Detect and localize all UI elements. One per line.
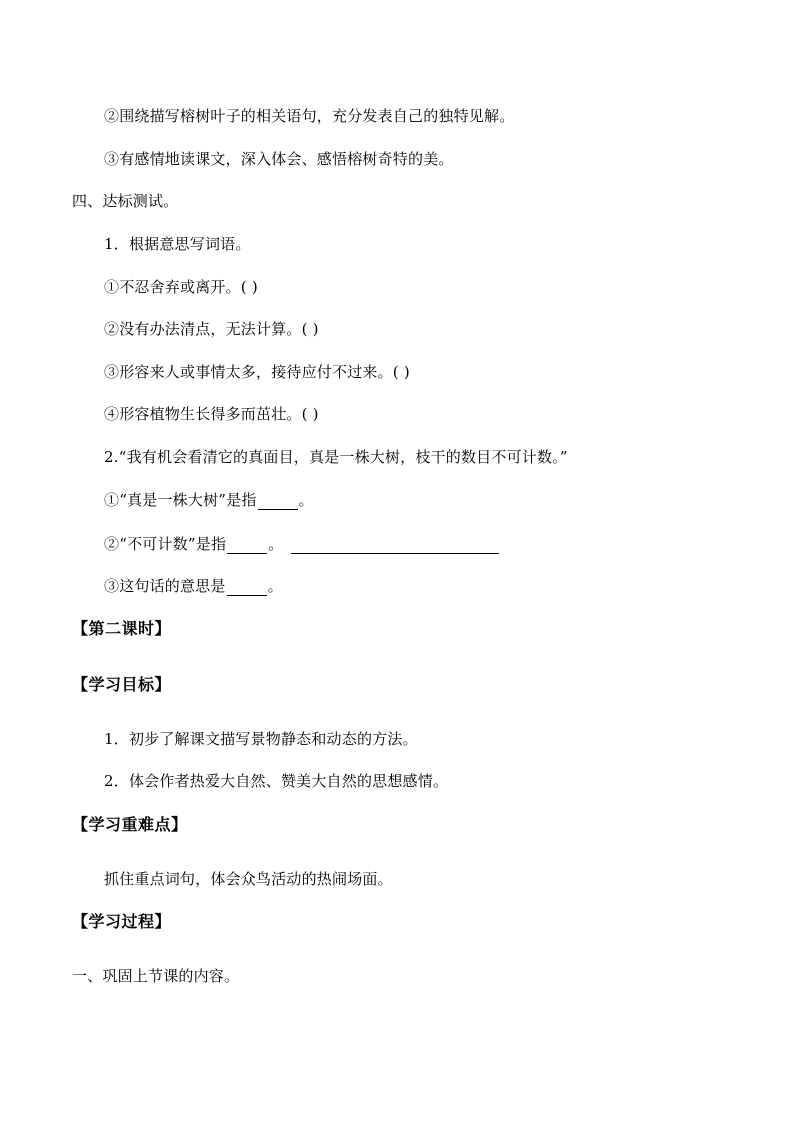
goal-item-1: 1．初步了解课文描写景物静态和动态的方法。	[104, 730, 418, 748]
section-heading-test: 四、达标测试。	[72, 192, 179, 210]
question-1-item-1: ①不忍舍弃或离开。( )	[104, 278, 258, 296]
question-2-item-2-end: 。	[268, 535, 284, 553]
question-1-item-2: ②没有办法清点，无法计算。( )	[104, 320, 319, 338]
key-point-text: 抓住重点词句，体会众鸟活动的热闹场面。	[104, 870, 393, 888]
question-1-item-4: ④形容植物生长得多而茁壮。( )	[104, 405, 319, 423]
question-2-item-1	[104, 490, 314, 510]
heading-learning-goals: 【学习目标】	[72, 675, 172, 694]
answer-blank[interactable]	[227, 537, 267, 554]
answer-blank[interactable]	[227, 579, 267, 596]
heading-learning-process: 【学习过程】	[72, 912, 172, 931]
question-2-item-2-text: ②“不可计数”是指	[104, 535, 227, 553]
objective-item-2: ②围绕描写榕树叶子的相关语句，充分发表自己的独特见解。	[104, 107, 515, 125]
heading-key-points: 【学习重难点】	[72, 815, 188, 834]
question-2-item-3-text: ③这句话的意思是	[104, 577, 226, 595]
answer-line[interactable]	[291, 537, 499, 554]
question-2: 2.“我有机会看清它的真面目，真是一株大树，枝干的数目不可计数。”	[104, 448, 568, 466]
question-2-item-3	[104, 576, 283, 596]
process-step-1: 一、巩固上节课的内容。	[72, 967, 240, 985]
question-1: 1．根据意思写词语。	[104, 235, 251, 253]
heading-second-lesson: 【第二课时】	[72, 619, 172, 638]
goal-item-2: 2．体会作者热爱大自然、赞美大自然的思想感情。	[104, 772, 449, 790]
question-1-item-3: ③形容来人或事情太多，接待应付不过来。( )	[104, 363, 410, 381]
question-2-item-3-end: 。	[267, 577, 283, 595]
question-2-item-2	[104, 534, 500, 554]
question-2-item-1-end: 。	[298, 491, 314, 509]
objective-item-3: ③有感情地读课文，深入体会、感悟榕树奇特的美。	[104, 150, 454, 168]
answer-blank[interactable]	[258, 493, 298, 510]
question-2-item-1-text: ①“真是一株大树”是指	[104, 491, 257, 509]
